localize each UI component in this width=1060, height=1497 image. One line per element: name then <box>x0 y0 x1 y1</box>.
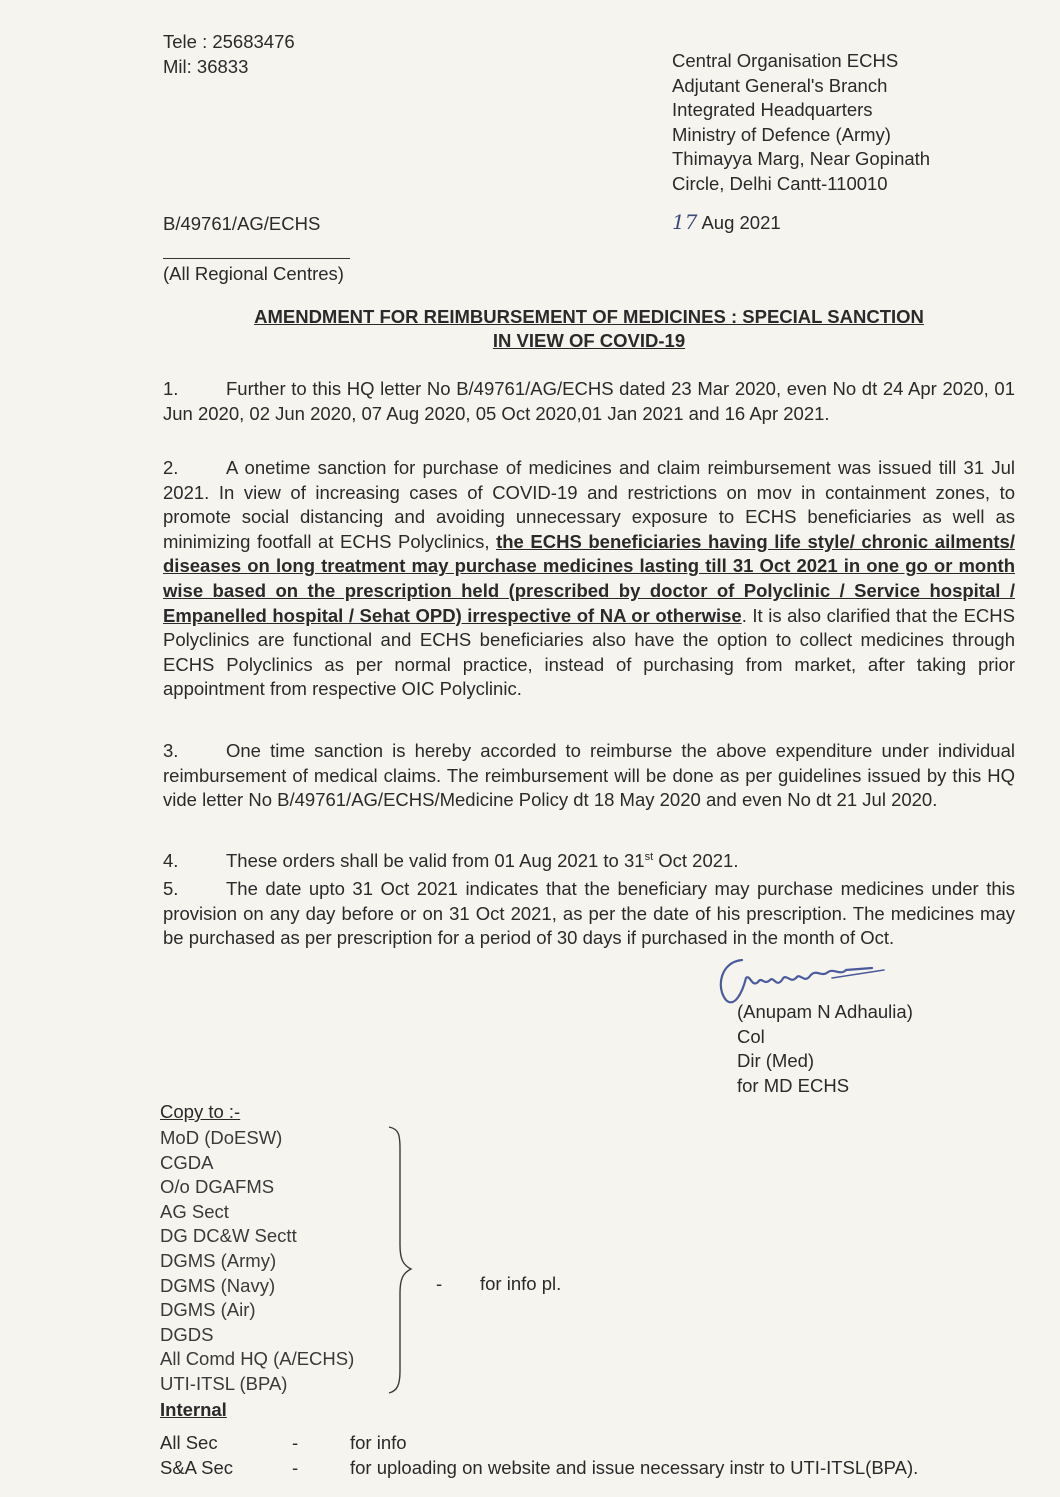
list-item: DGMS (Air) <box>160 1299 256 1321</box>
list-item: DG DC&W Sectt <box>160 1225 297 1247</box>
paragraph-text: These orders shall be valid from 01 Aug 2021 to 31 <box>226 850 645 872</box>
signatory-rank: Col <box>737 1025 765 1047</box>
copy-to-heading: Copy to :- <box>160 1101 241 1122</box>
internal-recipient: S&A Sec <box>160 1457 234 1478</box>
paragraph-3 <box>163 739 1015 813</box>
copy-to-remark: for info pl. <box>480 1273 562 1294</box>
subject-line-1: AMENDMENT FOR REIMBURSEMENT OF MEDICINES : SPECIAL SANCTION <box>254 306 924 327</box>
paragraph-number: 2. <box>163 457 179 478</box>
signatory-name: (Anupam N Adhaulia) <box>737 1001 913 1022</box>
internal-dash: - <box>292 1457 299 1478</box>
signatory-for: for MD ECHS <box>737 1074 850 1096</box>
contact-block <box>163 30 295 79</box>
internal-heading: Internal <box>160 1399 227 1420</box>
letter-date <box>672 210 781 236</box>
paragraph-number: 4. <box>163 850 179 872</box>
mil-number: Mil: 36833 <box>163 55 249 77</box>
list-item: UTI-ITSL (BPA) <box>160 1372 288 1394</box>
brace-graphic <box>385 1125 415 1395</box>
internal-row <box>160 1431 218 1456</box>
reference-number: B/49761/AG/ECHS <box>163 213 321 234</box>
paragraph-text: Further to this HQ letter No B/49761/AG/ECHS dated 23 Mar 2020, even No dt 24 Apr 2020, 01 Jun 2020, 02 Jun 2020, 07 Aug 2020, 05 Oct 2020,01 Jan 2021 and 16 Apr 2021. <box>163 378 1015 424</box>
paragraph-text: A onetime sanction for purchase of medicines and claim reimbursement was issued till 31 Jul 2021. In view of increasing cases of COVID-19 and restrictions on mov in containment zones, to promote social distancing and avoiding unnecessary exposure to ECHS beneficiaries as well as minimizing footfall at ECHS Polyclinics, <box>163 457 1015 552</box>
copy-to-list <box>160 1126 354 1397</box>
subject-line-2: IN VIEW OF COVID-19 <box>492 330 686 351</box>
address-line: Adjutant General's Branch <box>672 74 888 96</box>
list-item: MoD (DoESW) <box>160 1127 283 1148</box>
address-line: Ministry of Defence (Army) <box>672 123 891 145</box>
list-item: All Comd HQ (A/ECHS) <box>160 1348 355 1370</box>
paragraph-5 <box>163 877 1015 951</box>
paragraph-text: One time sanction is hereby accorded to reimburse the above expenditure under individual reimbursement of medical claims. The reimbursement will be done as per guidelines issued by this HQ vide letter No B/49761/AG/ECHS/Medicine Policy dt 18 May 2020 and even No dt 21 Jul 2020. <box>163 740 1015 811</box>
paragraph-emphasis: the ECHS beneficiaries having life style/ chronic ailments/ diseases on long treatment may purchase medicines lasting till 31 Oct 2021 in one go or month wise based on the prescription held (prescribed by doctor of Polyclinic / Service hospital / Empanelled hospital / Sehat OPD) irrespective of NA or otherwise <box>163 530 1015 626</box>
signature-block <box>737 1000 913 1098</box>
list-item: O/o DGAFMS <box>160 1176 275 1198</box>
signatory-appointment: Dir (Med) <box>737 1050 815 1071</box>
paragraph-number: 1. <box>163 378 179 399</box>
recipients: (All Regional Centres) <box>163 263 344 284</box>
address-line: Circle, Delhi Cantt-110010 <box>672 172 888 194</box>
superscript: st <box>644 851 654 863</box>
subject-heading <box>160 305 1018 353</box>
address-line: Thimayya Marg, Near Gopinath <box>672 148 931 169</box>
paragraph-4 <box>163 845 1015 874</box>
paragraph-text: Oct 2021. <box>653 850 739 872</box>
internal-purpose: for info <box>350 1432 407 1453</box>
list-item: CGDA <box>160 1151 214 1173</box>
paragraph-number: 3. <box>163 740 179 761</box>
list-item: AG Sect <box>160 1200 229 1222</box>
paragraph-1 <box>163 377 1015 426</box>
paragraph-text: . It is also clarified that the ECHS Polyclinics are functional and ECHS beneficiaries also have the option to collect medicines through ECHS Polyclinics as per normal practice, instead of purchasing from market, after taking prior appointment from respective OIC Polyclinic. <box>163 604 1015 700</box>
internal-row <box>160 1456 233 1481</box>
paragraph-text: The date upto 31 Oct 2021 indicates that the beneficiary may purchase medicines under this provision on any day before or on 31 Oct 2021, as per the date of his prescription. The medicines may be purchased as per prescription for a period of 30 days if purchased in the month of Oct. <box>163 878 1015 949</box>
list-item: DGMS (Navy) <box>160 1274 276 1296</box>
sender-address <box>672 49 930 196</box>
internal-recipient: All Sec <box>160 1432 218 1453</box>
list-item: DGDS <box>160 1323 214 1345</box>
address-line: Central Organisation ECHS <box>672 50 899 71</box>
date-day-handwritten: 17 <box>672 210 698 234</box>
internal-dash: - <box>292 1432 299 1453</box>
grouping-brace <box>385 1125 415 1400</box>
paragraph-number: 5. <box>163 878 179 899</box>
tele-number: Tele : 25683476 <box>163 31 295 52</box>
internal-purpose: for uploading on website and issue necessary instr to UTI-ITSL(BPA). <box>350 1457 919 1478</box>
date-month-year: Aug 2021 <box>701 212 781 233</box>
divider-line <box>163 258 350 259</box>
paragraph-2 <box>163 456 1015 702</box>
copy-to-dash: - <box>436 1273 443 1294</box>
list-item: DGMS (Army) <box>160 1249 277 1271</box>
address-line: Integrated Headquarters <box>672 99 873 120</box>
